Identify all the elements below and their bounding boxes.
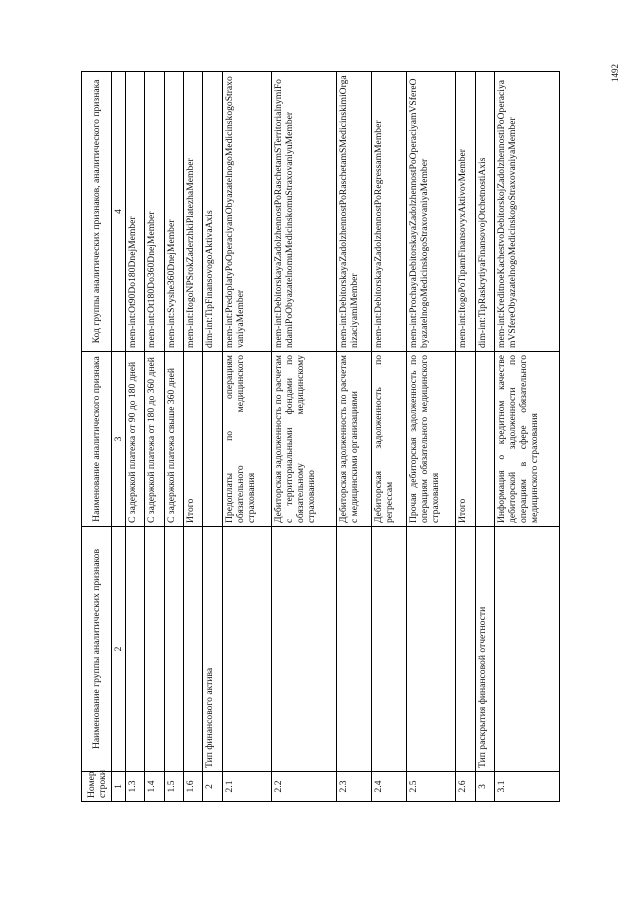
code-cell: dim-int:TipRaskrytiyaFinansovojOtchetnostiAxis <box>475 72 494 352</box>
group-name-cell: Тип финансового актива <box>203 527 222 772</box>
attribute-name-cell: Итого <box>184 352 203 527</box>
group-name-cell <box>126 527 145 772</box>
group-name-cell <box>164 527 183 772</box>
code-cell: mem-int:ProchayaDebitorskayaZadolzhennostPoOperaciyamVSfereObyazatelnogoMedicinskogoStraxovaniyaMember <box>406 72 456 352</box>
table-row <box>184 72 203 802</box>
attribute-name-cell: С задержкой платежа свыше 360 дней <box>164 352 183 527</box>
code-cell: mem-int:Ot90Do180DnejMember <box>126 72 145 352</box>
attribute-name-cell: Дебиторская задолженность по расчетам с территориальными фондами по обязательному медицинскому страхованию <box>272 352 337 527</box>
group-name-cell <box>406 527 456 772</box>
table-row <box>371 72 406 802</box>
attribute-name-cell: Дебиторская задолженность по расчетам с медицинскими организациями <box>337 352 372 527</box>
page-number: 1492 <box>610 64 620 82</box>
attribute-name-cell: С задержкой платежа от 90 до 180 дней <box>126 352 145 527</box>
attribute-name-cell <box>475 352 494 527</box>
attribute-name-cell: Информация о кредитном качестве дебиторской задолженности по операциям в сфере обязательного медицинского страхования <box>494 352 559 527</box>
attribute-name-cell: С задержкой платежа от 180 до 360 дней <box>145 352 164 527</box>
code-cell: mem-int:PredoplatyPoOperaciyamObyazatelnogoMedicinskogoStraxovaniyaMember <box>222 72 272 352</box>
row-number: 2.3 <box>337 772 372 802</box>
table-row <box>406 72 456 802</box>
table-row <box>475 72 494 802</box>
group-name-cell <box>222 527 272 772</box>
row-number: 2.6 <box>456 772 475 802</box>
row-number: 1.4 <box>145 772 164 802</box>
col-number-2: 2 <box>112 527 126 772</box>
row-number: 2 <box>203 772 222 802</box>
row-number: 3 <box>475 772 494 802</box>
code-cell: mem-int:DebitorskayaZadolzhennostPoRaschetamSMedicinskimiOrganizaciyamiMember <box>337 72 372 352</box>
table-row <box>126 72 145 802</box>
code-cell: mem-int:DebitorskayaZadolzhennostPoRegressamMember <box>371 72 406 352</box>
header-row <box>82 72 112 802</box>
group-name-cell <box>494 527 559 772</box>
table-row <box>164 72 183 802</box>
table-row <box>494 72 559 802</box>
attribute-name-cell: Дебиторская задолженность по регрессам <box>371 352 406 527</box>
attribute-name-cell: Предоплаты по операциям обязательного медицинского страхования <box>222 352 272 527</box>
code-cell: mem-int:KreditnoeKachestvoDebitorskojZadolzhennostiPoOperaciyamVSfereObyazatelnogoMedicinskogoStraxovaniyaMember <box>494 72 559 352</box>
group-name-cell <box>371 527 406 772</box>
row-number: 3.1 <box>494 772 559 802</box>
code-cell: mem-int:Ot180Do360DnejMember <box>145 72 164 352</box>
column-number-row <box>112 72 126 802</box>
group-name-cell <box>145 527 164 772</box>
row-number: 1.3 <box>126 772 145 802</box>
code-cell: dim-int:TipFinansovogoAktivaAxis <box>203 72 222 352</box>
group-name-cell <box>272 527 337 772</box>
group-name-cell <box>184 527 203 772</box>
row-number: 1.5 <box>164 772 183 802</box>
code-cell: mem-int:ItogoPoTipamFinansovyxAktivovMember <box>456 72 475 352</box>
attribute-name-cell: Прочая дебиторская задолженность по операциям обязательного медицинского страхования <box>406 352 456 527</box>
code-cell: mem-int:Svyshe360DnejMember <box>164 72 183 352</box>
header-group-name: Наименование группы аналитических признаков <box>82 527 112 772</box>
group-name-cell: Тип раскрытия финансовой отчетности <box>475 527 494 772</box>
col-number-1: 1 <box>112 772 126 802</box>
table-row <box>272 72 337 802</box>
header-code: Код группы аналитических признаков, аналитического признака <box>82 72 112 352</box>
row-number: 2.5 <box>406 772 456 802</box>
row-number: 2.4 <box>371 772 406 802</box>
group-name-cell <box>456 527 475 772</box>
header-row-number: Номер строки <box>82 772 112 802</box>
col-number-3: 3 <box>112 352 126 527</box>
group-name-cell <box>337 527 372 772</box>
code-cell: mem-int:ItogoNPSrokZaderzhkiPlatezhaMember <box>184 72 203 352</box>
table-row <box>337 72 372 802</box>
code-cell: mem-int:DebitorskayaZadolzhennostPoRaschetamSTerritorialnymiFondamiPoObyazatelnomuMedicinskomuStraxovaniyuMember <box>272 72 337 352</box>
col-number-4: 4 <box>112 72 126 352</box>
row-number: 2.1 <box>222 772 272 802</box>
analytic-attributes-table <box>81 71 560 802</box>
attribute-name-cell: Итого <box>456 352 475 527</box>
table-row <box>222 72 272 802</box>
attribute-name-cell <box>203 352 222 527</box>
row-number: 2.2 <box>272 772 337 802</box>
table-row <box>456 72 475 802</box>
rotated-page-content <box>81 72 560 802</box>
table-row <box>145 72 164 802</box>
table-row <box>203 72 222 802</box>
header-attribute-name: Наименование аналитического признака <box>82 352 112 527</box>
row-number: 1.6 <box>184 772 203 802</box>
